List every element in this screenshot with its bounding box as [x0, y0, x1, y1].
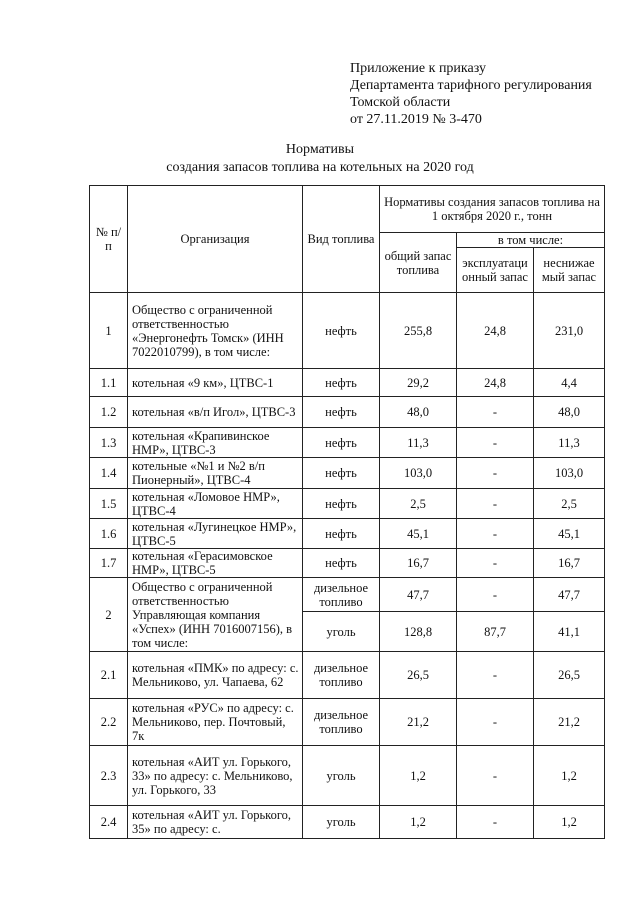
row-operational: - — [457, 397, 534, 428]
row-num: 1.4 — [90, 458, 128, 489]
table-row — [90, 746, 605, 806]
row-fuel: дизельное топливо — [303, 578, 380, 612]
header-including: в том числе: — [457, 233, 605, 248]
row-org: котельная «Герасимовское НМР», ЦТВС-5 — [128, 549, 303, 578]
table-row — [90, 293, 605, 369]
row-reserve: 231,0 — [534, 293, 605, 369]
row-org: котельная «9 км», ЦТВС-1 — [128, 369, 303, 397]
row-num: 2.1 — [90, 652, 128, 699]
table-row — [90, 458, 605, 489]
row-fuel: уголь — [303, 746, 380, 806]
row-reserve: 1,2 — [534, 806, 605, 839]
header-total: общий запас топлива — [380, 233, 457, 293]
row-fuel: нефть — [303, 458, 380, 489]
row-total: 48,0 — [380, 397, 457, 428]
header-reserve: неснижае мый запас — [534, 248, 605, 293]
row-operational: - — [457, 806, 534, 839]
row-operational: 24,8 — [457, 369, 534, 397]
row-fuel: нефть — [303, 428, 380, 458]
row-operational: - — [457, 652, 534, 699]
row-num: 1.6 — [90, 519, 128, 549]
row-reserve: 21,2 — [534, 699, 605, 746]
row-reserve: 103,0 — [534, 458, 605, 489]
row-total: 21,2 — [380, 699, 457, 746]
row-total: 1,2 — [380, 806, 457, 839]
row-num: 1.7 — [90, 549, 128, 578]
row-operational: - — [457, 428, 534, 458]
row-reserve: 2,5 — [534, 489, 605, 519]
row-org: котельная «Крапивинское НМР», ЦТВС-3 — [128, 428, 303, 458]
row-reserve: 48,0 — [534, 397, 605, 428]
header-line-1: Приложение к приказу — [350, 61, 486, 76]
row-operational: - — [457, 489, 534, 519]
header-org: Организация — [128, 186, 303, 293]
row-num: 2 — [90, 578, 128, 652]
header-line-2: Департамента тарифного регулирования — [350, 78, 592, 93]
row-org: котельная «РУС» по адресу: с. Мельниково, пер. Почтовый, 7к — [128, 699, 303, 746]
row-org: котельная «Лугинецкое НМР», ЦТВС-5 — [128, 519, 303, 549]
row-operational: 24,8 — [457, 293, 534, 369]
header-line-4: от 27.11.2019 № 3-470 — [350, 112, 482, 127]
row-operational: - — [457, 578, 534, 612]
row-num: 2.3 — [90, 746, 128, 806]
row-operational: 87,7 — [457, 612, 534, 652]
row-total: 45,1 — [380, 519, 457, 549]
table-row — [90, 369, 605, 397]
row-num: 1.1 — [90, 369, 128, 397]
row-num: 2.2 — [90, 699, 128, 746]
table-row — [90, 489, 605, 519]
title-line-2: создания запасов топлива на котельных на 2020 год — [166, 160, 474, 175]
header-line-3: Томской области — [350, 95, 451, 110]
row-org: Общество с ограниченной ответственностью Управляющая компания «Успех» (ИНН 7016007156), в том числе: — [128, 578, 303, 652]
title-line-1: Нормативы — [285, 142, 355, 157]
table-row — [90, 549, 605, 578]
row-operational: - — [457, 458, 534, 489]
row-total: 29,2 — [380, 369, 457, 397]
row-total: 11,3 — [380, 428, 457, 458]
row-fuel: нефть — [303, 293, 380, 369]
row-num: 1 — [90, 293, 128, 369]
row-reserve: 4,4 — [534, 369, 605, 397]
row-fuel: уголь — [303, 612, 380, 652]
table-row — [90, 519, 605, 549]
row-total: 2,5 — [380, 489, 457, 519]
row-operational: - — [457, 519, 534, 549]
header-operational: эксплуатаци онный запас — [457, 248, 534, 293]
row-org: котельная «АИТ ул. Горького, 35» по адресу: с. — [128, 806, 303, 839]
row-operational: - — [457, 746, 534, 806]
row-total: 47,7 — [380, 578, 457, 612]
row-fuel: нефть — [303, 519, 380, 549]
row-reserve: 41,1 — [534, 612, 605, 652]
row-num: 1.2 — [90, 397, 128, 428]
row-reserve: 47,7 — [534, 578, 605, 612]
document-title — [0, 141, 640, 177]
row-total: 16,7 — [380, 549, 457, 578]
row-org: котельная «в/п Игол», ЦТВС-3 — [128, 397, 303, 428]
header-num: № п/п — [90, 186, 128, 293]
row-total: 1,2 — [380, 746, 457, 806]
row-reserve: 16,7 — [534, 549, 605, 578]
table-row — [90, 428, 605, 458]
row-reserve: 45,1 — [534, 519, 605, 549]
row-org: котельные «№1 и №2 в/п Пионерный», ЦТВС-4 — [128, 458, 303, 489]
document-header — [350, 60, 592, 128]
row-num: 2.4 — [90, 806, 128, 839]
row-total: 128,8 — [380, 612, 457, 652]
row-fuel: нефть — [303, 369, 380, 397]
table-row — [90, 397, 605, 428]
header-fuel: Вид топлива — [303, 186, 380, 293]
row-fuel: нефть — [303, 549, 380, 578]
row-reserve: 11,3 — [534, 428, 605, 458]
table-row — [90, 652, 605, 699]
table-row — [90, 578, 605, 612]
row-fuel: нефть — [303, 489, 380, 519]
row-total: 26,5 — [380, 652, 457, 699]
row-reserve: 26,5 — [534, 652, 605, 699]
row-fuel: дизельное топливо — [303, 699, 380, 746]
row-org: котельная «АИТ ул. Горького, 33» по адресу: с. Мельниково, ул. Горького, 33 — [128, 746, 303, 806]
row-num: 1.3 — [90, 428, 128, 458]
row-org: Общество с ограниченной ответственностью «Энергонефть Томск» (ИНН 7022010799), в том числе: — [128, 293, 303, 369]
table-row — [90, 699, 605, 746]
table-row — [90, 806, 605, 839]
fuel-norms-table — [89, 185, 605, 839]
row-fuel: уголь — [303, 806, 380, 839]
row-total: 255,8 — [380, 293, 457, 369]
row-org: котельная «ПМК» по адресу: с. Мельниково, ул. Чапаева, 62 — [128, 652, 303, 699]
row-operational: - — [457, 549, 534, 578]
row-fuel: дизельное топливо — [303, 652, 380, 699]
row-operational: - — [457, 699, 534, 746]
row-num: 1.5 — [90, 489, 128, 519]
header-norms-group: Нормативы создания запасов топлива на 1 октября 2020 г., тонн — [380, 186, 605, 233]
row-fuel: нефть — [303, 397, 380, 428]
row-org: котельная «Ломовое НМР», ЦТВС-4 — [128, 489, 303, 519]
row-total: 103,0 — [380, 458, 457, 489]
row-reserve: 1,2 — [534, 746, 605, 806]
